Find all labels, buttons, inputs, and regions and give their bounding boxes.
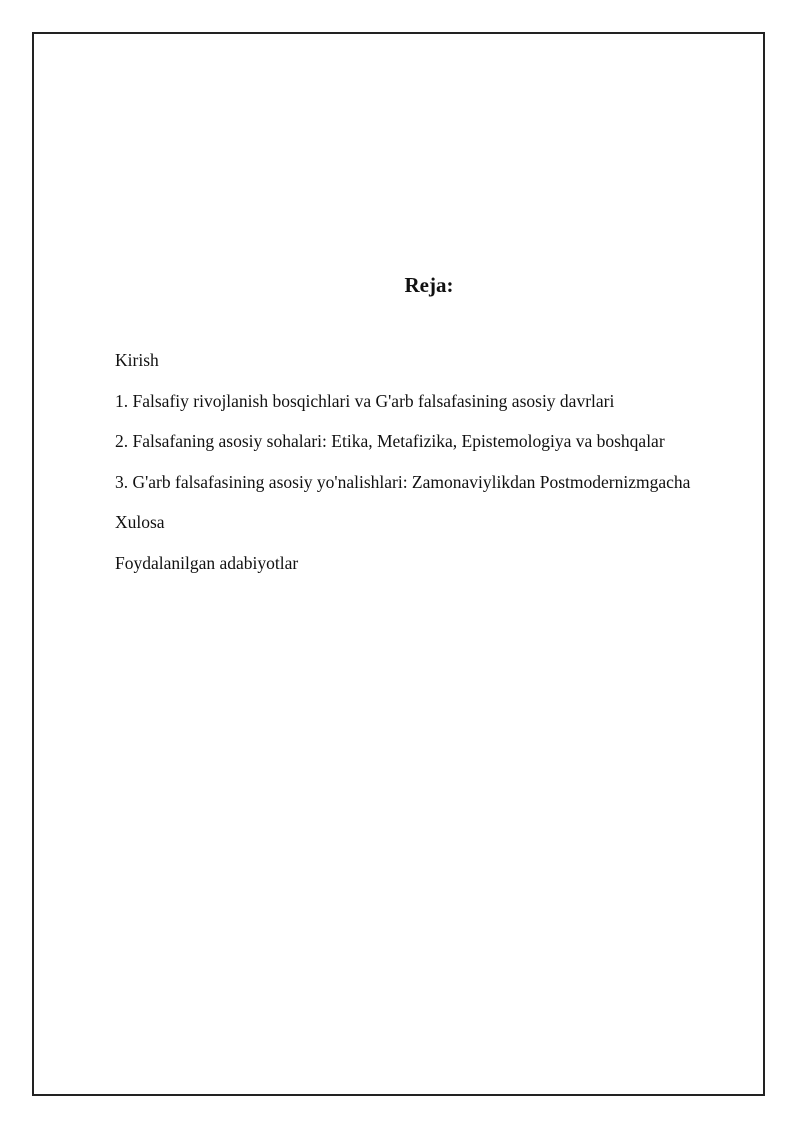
plan-item-conclusion: Xulosa (115, 512, 165, 532)
plan-item-introduction: Kirish (115, 350, 159, 370)
page-title: Reja: (404, 273, 454, 297)
plan-list (115, 350, 690, 593)
plan-item-3: 3. G'arb falsafasining asosiy yo'nalishlari: Zamonaviylikdan Postmodernizmgacha (115, 471, 691, 492)
plan-item-1: 1. Falsafiy rivojlanish bosqichlari va G'arb falsafasining asosiy davrlari (115, 390, 615, 411)
plan-item-references: Foydalanilgan adabiyotlar (115, 552, 299, 573)
plan-item-2: 2. Falsafaning asosiy sohalari: Etika, Metafizika, Epistemologiya va boshqalar (115, 431, 665, 451)
